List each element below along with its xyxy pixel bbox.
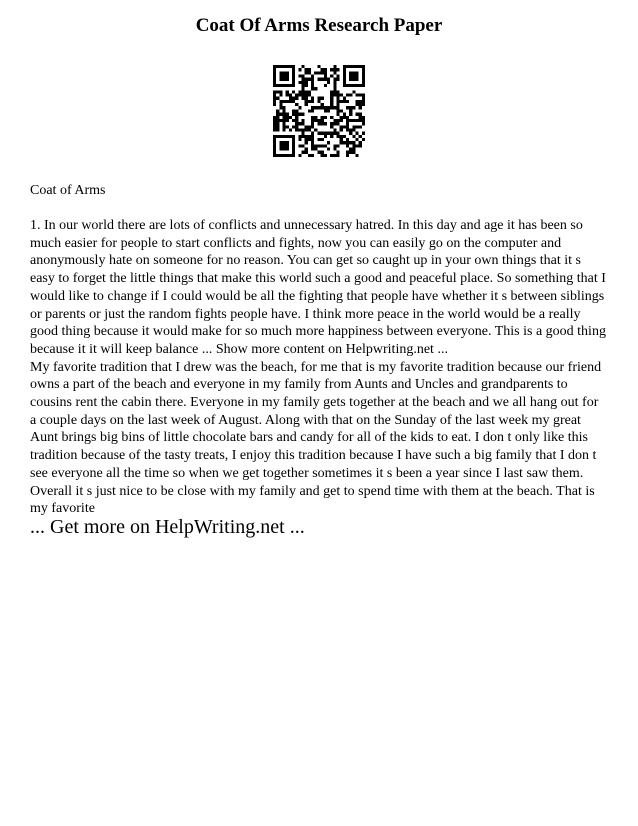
section-heading: Coat of Arms — [30, 183, 106, 198]
get-more-link[interactable]: ... Get more on HelpWriting.net ... — [30, 516, 305, 538]
page-title: Coat Of Arms Research Paper — [195, 15, 443, 36]
qr-code-graphic — [273, 64, 365, 158]
qr-code-icon[interactable] — [273, 64, 365, 158]
paragraph-intro: 1. In our world there are lots of conflicts and unnecessary hatred. In this day and age it has been so much easier for people to start conflicts and fights, now you can easily go on the computer and anonymously hate on someone for no reason. You can get so caught up in your own things that it s easy to forget the little things that make this world such a good and peaceful place. So something that I would like to change if I could would be all the fighting that people have whether it s between siblings or parents or just the random fights people have. I think more peace in the world would be a really good thing because it would make for so much more happiness between everyone. This is a good thing because it it will keep balance ... Show more content on Helpwriting.net ... — [30, 218, 606, 357]
paragraph-tradition: My favorite tradition that I drew was the beach, for me that is my favorite tradition because our friend owns a part of the beach and everyone in my family from Aunts and Uncles and grandparents to cousins rent the cabin there. Everyone in my family gets together at the beach and we all hang out for a couple days on the last week of August. Along with that on the Sunday of the last week my great Aunt brings big bins of little chocolate bars and candy for all of the kids to eat. I don t only like this tradition because of the tasty treats, I enjoy this tradition because I have such a big family that I don t see everyone all the time so when we get together sometimes it s been a year since I last saw them. Overall it s just nice to be close with my family and get to spend time with them at the beach. That is my favorite — [30, 359, 602, 517]
body-text — [30, 217, 608, 518]
